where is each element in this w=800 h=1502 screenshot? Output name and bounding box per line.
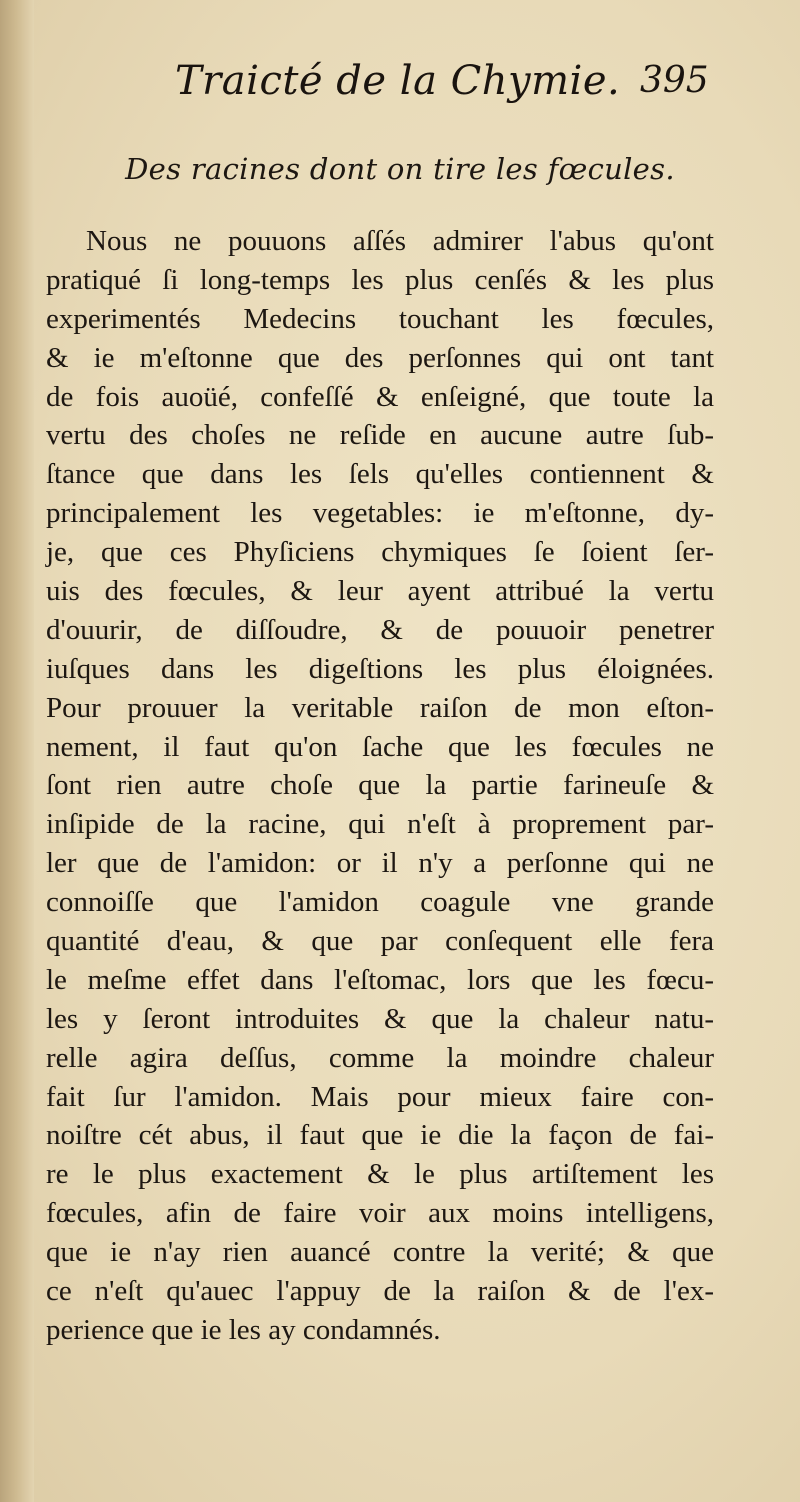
text-line: re le plus exactement & le plus artiſtement les [46,1158,714,1191]
text-line: les y ſeront introduites & que la chaleur natu- [46,1002,714,1035]
text-line: d'ouurir, de diſſoudre, & de pouuoir penetrer [46,613,714,646]
text-line: connoiſſe que l'amidon coagule vne grande [46,886,714,919]
text-line: vertu des choſes ne reſide en aucune autre ſub- [46,419,714,452]
running-title: Traicté de la Chymie. [175,58,621,104]
text-line: ſont rien autre choſe que la partie farineuſe & [46,769,714,802]
text-line: ler que de l'amidon: or il n'y a perſonne qui ne [46,847,714,880]
text-line: & ie m'eſtonne que des perſonnes qui ont tant [46,341,714,374]
text-line: uis des fœcules, & leur ayent attribué la vertu [46,575,714,608]
text-line: je, que ces Phyſiciens chymiques ſe ſoient ſer- [46,536,714,569]
text-line: nement, il faut qu'on ſache que les fœcules ne [46,730,714,763]
text-line: pratiqué ſi long-temps les plus cenſés & les plus [46,263,714,296]
text-line: ce n'eſt qu'auec l'appuy de la raiſon & de l'ex- [46,1275,714,1308]
text-line: inſipide de la racine, qui n'eſt à proprement par- [46,808,714,841]
text-line: Nous ne pouuons aſſés admirer l'abus qu'ont [86,225,714,257]
page-header [0,58,800,118]
text-line: Pour prouuer la veritable raiſon de mon eſton- [46,691,714,724]
text-line: le meſme effet dans l'eſtomac, lors que les fœcu- [46,963,714,996]
text-line: ſtance que dans les ſels qu'elles contiennent & [46,458,714,491]
text-line: experimentés Medecins touchant les fœcules, [46,302,714,335]
body-paragraph [46,222,714,1350]
page-gutter-shadow [0,0,34,1502]
text-line: de fois auoüé, confeſſé & enſeigné, que toute la [46,380,714,413]
text-line: relle agira deſſus, comme la moindre chaleur [46,1041,714,1074]
page-number: 395 [640,60,709,101]
text-line: que ie n'ay rien auancé contre la verité; & que [46,1236,714,1269]
section-heading: Des racines dont on tire les fœcules. [125,152,675,186]
text-line: fait ſur l'amidon. Mais pour mieux faire con- [46,1080,714,1113]
text-line: perience que ie les ay condamnés. [46,1313,441,1346]
text-line: iuſques dans les digeſtions les plus éloignées. [46,652,714,685]
text-line: quantité d'eau, & que par conſequent elle fera [46,925,714,958]
text-line: noiſtre cét abus, il faut que ie die la façon de fai- [46,1119,714,1152]
text-line: fœcules, afin de faire voir aux moins intelligens, [46,1197,714,1230]
text-line: principalement les vegetables: ie m'eſtonne, dy- [46,497,714,530]
